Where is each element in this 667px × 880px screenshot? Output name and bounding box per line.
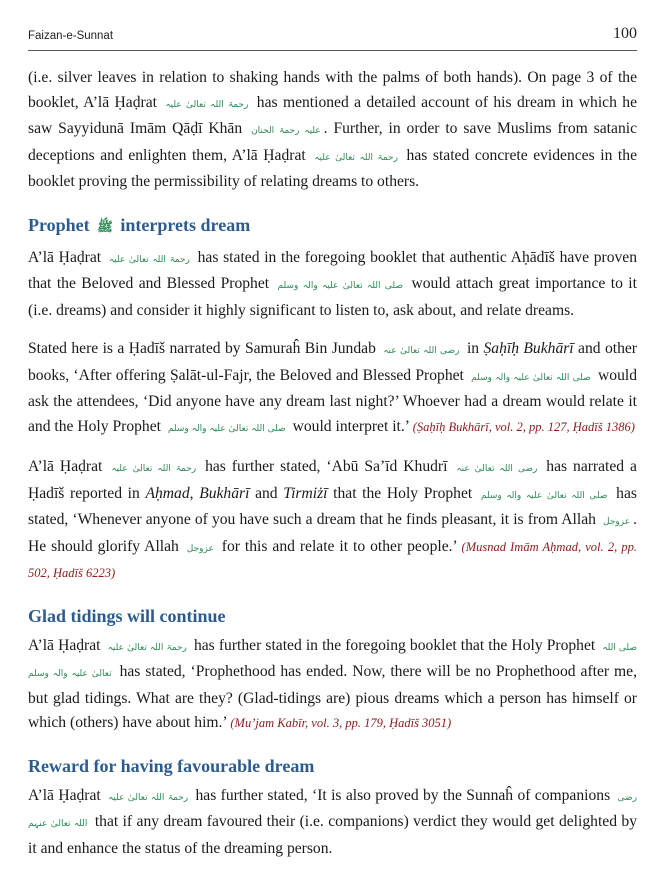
honorific-rahmat: رحمۃ اللہ تعالیٰ علیہ bbox=[108, 792, 189, 803]
book-name: Ṣaḥīḥ Bukhārī bbox=[483, 340, 574, 357]
heading-glad-tidings: Glad tidings will continue bbox=[28, 605, 226, 626]
reference: (Mu’jam Kabīr, vol. 3, pp. 179, Ḥadīš 3051) bbox=[230, 716, 452, 730]
honorific-salla: صلی اللہ تعالیٰ علیہ والہ وسلم bbox=[480, 490, 608, 501]
text-run: has further stated in the foregoing booklet that the Holy Prophet bbox=[193, 636, 596, 654]
text-run: A’lā Ḥaḍrat bbox=[28, 458, 103, 475]
text-run: . Further, in order to save Muslims from satanic deceptions and enlighten them, A’lā Ḥaḍrat bbox=[28, 120, 637, 164]
honorific-rahmat: رحمۃ اللہ تعالیٰ علیہ bbox=[111, 464, 197, 474]
text-run: A’lā Ḥaḍrat bbox=[28, 248, 102, 266]
reference: (Musnad Imām Aḥmad, vol. 2, pp. 502, Ḥadīš 6223) bbox=[28, 539, 637, 580]
reference: (Ṣaḥīḥ Bukhārī, vol. 2, pp. 127, Ḥadīš 1386) bbox=[412, 419, 635, 434]
honorific-salla: صلی اللہ تعالیٰ علیہ والہ وسلم bbox=[28, 642, 638, 679]
honorific-salla: صلی اللہ تعالیٰ علیہ والہ وسلم bbox=[471, 372, 591, 383]
text-run: A’lā Ḥaḍrat bbox=[28, 636, 101, 654]
honorific-alayhi: علیہ رحمۃ الحنان bbox=[251, 126, 321, 136]
text-run: for this and relate it to other people.’ bbox=[221, 537, 457, 555]
text-run: has further stated, ‘It is also proved by the Sunnaĥ of companions bbox=[195, 786, 611, 804]
heading-prophet-interprets-dream bbox=[28, 213, 637, 240]
paragraph-2 bbox=[28, 246, 637, 324]
page-header bbox=[28, 22, 637, 51]
honorific-radi-anhu: رضی اللہ تعالیٰ عنہ bbox=[456, 464, 538, 474]
book-name: Bukhārī bbox=[199, 484, 250, 502]
paragraph-1 bbox=[28, 66, 637, 195]
honorific-azza: عزوجل bbox=[603, 517, 631, 527]
honorific-rahmat: رحمۃ اللہ تعالیٰ علیہ bbox=[108, 254, 190, 265]
honorific-radi-anhu: رضی اللہ تعالیٰ عنہ bbox=[383, 346, 460, 356]
heading-text: interprets dream bbox=[120, 214, 251, 235]
honorific-rahmat: رحمۃ اللہ تعالیٰ علیہ bbox=[165, 99, 249, 110]
honorific-salla: صلی اللہ تعالیٰ علیہ والہ وسلم bbox=[277, 281, 404, 291]
heading-text: Prophet bbox=[28, 214, 90, 235]
text-run: would attach great importance to it (i.e. dreams) and consider it highly significant to listen to, ask about, and relate dreams. bbox=[28, 275, 637, 319]
paragraph-5 bbox=[28, 634, 637, 736]
text-run: would ask the attendees, ‘Did anyone have any dream last night?’ Whoever had a dream would relate it and the Holy Prophet bbox=[28, 366, 637, 435]
text-run: has stated concrete evidences in the booklet proving the permissibility of relating dreams to others. bbox=[28, 146, 637, 190]
book-name: Aḥmad bbox=[145, 484, 190, 502]
text-run: A’lā Ḥaḍrat bbox=[28, 786, 101, 804]
text-run: has stated, ‘Prophethood has ended. Now, there will be no Prophethood after me, but glad tidings. What are they? (Glad-tidings are) pious dreams which a person has himself or which (others) have about him.’ bbox=[28, 663, 637, 731]
book-name: Tirmiżī bbox=[283, 484, 328, 502]
text-run: and other books, ‘After offering Ṣalāt-ul-Fajr, the Beloved and Blessed Prophet bbox=[28, 340, 637, 384]
book-title: Faizan-e-Sunnat bbox=[28, 30, 114, 42]
text-run: (i.e. silver leaves in relation to shaking hands with the palms of both hands). On page 3 of the booklet, A’lā Ḥaḍrat bbox=[28, 69, 637, 111]
text-run: would interpret it.’ bbox=[292, 417, 409, 435]
text-run: that if any dream favoured their (i.e. companions) verdict they would get delighted by it and enhance the status of the dreaming person. bbox=[28, 813, 637, 857]
honorific-radi-anhum: رضی اللہ تعالیٰ عنہم bbox=[28, 792, 637, 829]
text-run: in bbox=[466, 340, 480, 357]
text-run: and bbox=[255, 484, 278, 502]
honorific-prophet-seal: ﷺ bbox=[97, 219, 113, 235]
honorific-salla: صلی اللہ تعالیٰ علیہ والہ وسلم bbox=[167, 423, 286, 434]
text-run: that the Holy Prophet bbox=[333, 484, 473, 502]
text-run: has stated in the foregoing booklet that authentic Aḥādīš have proven that the Beloved and Blessed Prophet bbox=[28, 248, 638, 292]
page-content bbox=[28, 66, 637, 875]
text-run: has mentioned a detailed account of his dream in which he saw Sayyidunā Imām Qāḍī Khān bbox=[28, 93, 637, 137]
text-run: . He should glorify Allah bbox=[28, 511, 637, 555]
paragraph-3 bbox=[28, 337, 637, 441]
heading-reward: Reward for having favourable dream bbox=[28, 755, 315, 776]
text-run: has further stated, ‘Abū Sa’īd Khudrī bbox=[205, 458, 448, 475]
text-run: Stated here is a Ḥadīš narrated by Samuraĥ Bin Jundab bbox=[28, 340, 376, 357]
text-run: has narrated a Ḥadīš reported in bbox=[28, 458, 637, 502]
honorific-rahmat: رحمۃ اللہ تعالیٰ علیہ bbox=[314, 152, 398, 163]
text-run: , bbox=[189, 484, 194, 502]
text-run: has stated, ‘Whenever anyone of you have such a dream that he finds pleasant, it is from Allah bbox=[28, 484, 637, 528]
page-number: 100 bbox=[613, 25, 637, 42]
paragraph-4 bbox=[28, 455, 637, 586]
honorific-azza: عزوجل bbox=[186, 543, 214, 554]
paragraph-6 bbox=[28, 784, 637, 862]
honorific-rahmat: رحمۃ اللہ تعالیٰ علیہ bbox=[107, 642, 187, 653]
